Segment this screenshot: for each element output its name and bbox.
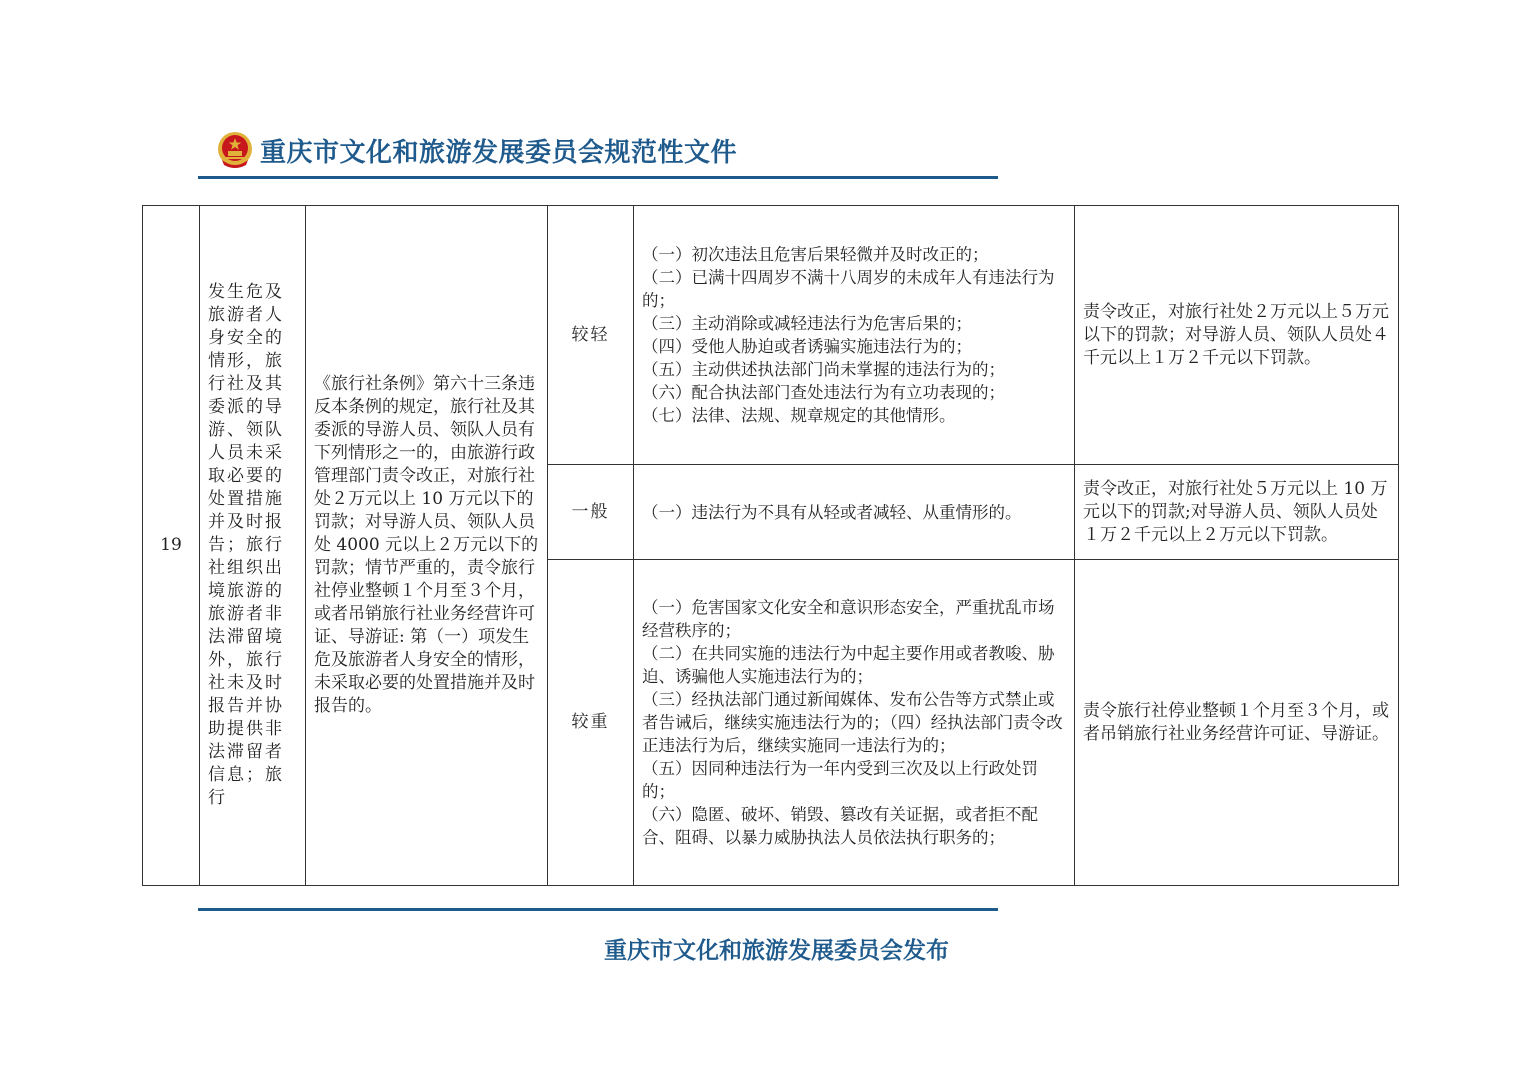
circumstance-item: （七）法律、法规、规章规定的其他情形。 (642, 406, 956, 425)
row-number: 19 (143, 206, 200, 886)
level-label-general: 一般 (548, 465, 634, 560)
level-label-serious: 较重 (548, 560, 634, 886)
circumstances-serious (634, 560, 1075, 886)
circumstance-item: （五）因同种违法行为一年内受到三次及以上行政处罚的； (642, 759, 1038, 801)
penalty-general: 责令改正，对旅行社处５万元以上 10 万元以下的罚款;对导游人员、领队人员处１万２千元以上２万元以下罚款。 (1075, 465, 1399, 560)
circumstance-item: （六）隐匿、破坏、销毁、篡改有关证据，或者拒不配合、阻碍、以暴力威胁执法人员依法执行职务的； (642, 805, 1038, 847)
document-header (216, 130, 737, 170)
footer-divider (198, 908, 998, 911)
circumstance-item: （一）危害国家文化安全和意识形态安全，严重扰乱市场经营秩序的； (642, 598, 1055, 640)
circumstance-item: （五）主动供述执法部门尚未掌握的违法行为的； (642, 360, 1005, 379)
footer-publisher: 重庆市文化和旅游发展委员会发布 (604, 937, 949, 964)
circumstances-light (634, 206, 1075, 465)
circumstances-general (634, 465, 1075, 560)
circumstance-item: （一）初次违法且危害后果轻微并及时改正的； (642, 245, 989, 264)
circumstance-item: （二）已满十四周岁不满十八周岁的未成年人有违法行为的； (642, 268, 1055, 310)
circumstance-item: （二）在共同实施的违法行为中起主要作用或者教唆、胁迫、诱骗他人实施违法行为的； (642, 644, 1055, 686)
circumstance-item: （三）主动消除或减轻违法行为危害后果的； (642, 314, 972, 333)
penalty-standard-table (142, 205, 1399, 886)
penalty-light: 责令改正，对旅行社处２万元以上５万元以下的罚款；对导游人员、领队人员处４千元以上１万２千元以下罚款。 (1075, 206, 1399, 465)
national-emblem-icon (216, 130, 254, 170)
circumstance-item: （六）配合执法部门查处违法行为有立功表现的； (642, 383, 1005, 402)
violation-description: 发生危及旅游者人身安全的情形，旅行社及其委派的导游、领队人员未采取必要的处置措施并及时报告；旅行社组织出境旅游的旅游者非法滞留境外，旅行社未及时报告并协助提供非法滞留者信息；旅行 (200, 206, 306, 886)
circumstance-item: （四）受他人胁迫或者诱骗实施违法行为的； (642, 337, 972, 356)
penalty-serious: 责令旅行社停业整顿１个月至３个月，或者吊销旅行社业务经营许可证、导游证。 (1075, 560, 1399, 886)
table-row (143, 206, 1399, 465)
header-divider (198, 176, 998, 179)
header-title: 重庆市文化和旅游发展委员会规范性文件 (260, 137, 738, 168)
circumstance-item: （一）违法行为不具有从轻或者减轻、从重情形的。 (642, 502, 1022, 522)
level-label-light: 较轻 (548, 206, 634, 465)
legal-basis: 《旅行社条例》第六十三条违反本条例的规定，旅行社及其委派的导游人员、领队人员有下列情形之一的，由旅游行政管理部门责令改正，对旅行社处２万元以上 10 万元以下的罚款；对导游人员、领队人员处 4000 元以上２万元以下的罚款；情节严重的，责令旅行社停业整顿１个月至３个月，或者吊销旅行社业务经营许可证、导游证: 第（一）项发生危及旅游者人身安全的情形，未采取必要的处置措施并及时报告的。 (306, 206, 548, 886)
circumstance-item: （三）经执法部门通过新闻媒体、发布公告等方式禁止或者告诫后，继续实施违法行为的；（四）经执法部门责令改正违法行为后，继续实施同一违法行为的； (642, 690, 1063, 755)
